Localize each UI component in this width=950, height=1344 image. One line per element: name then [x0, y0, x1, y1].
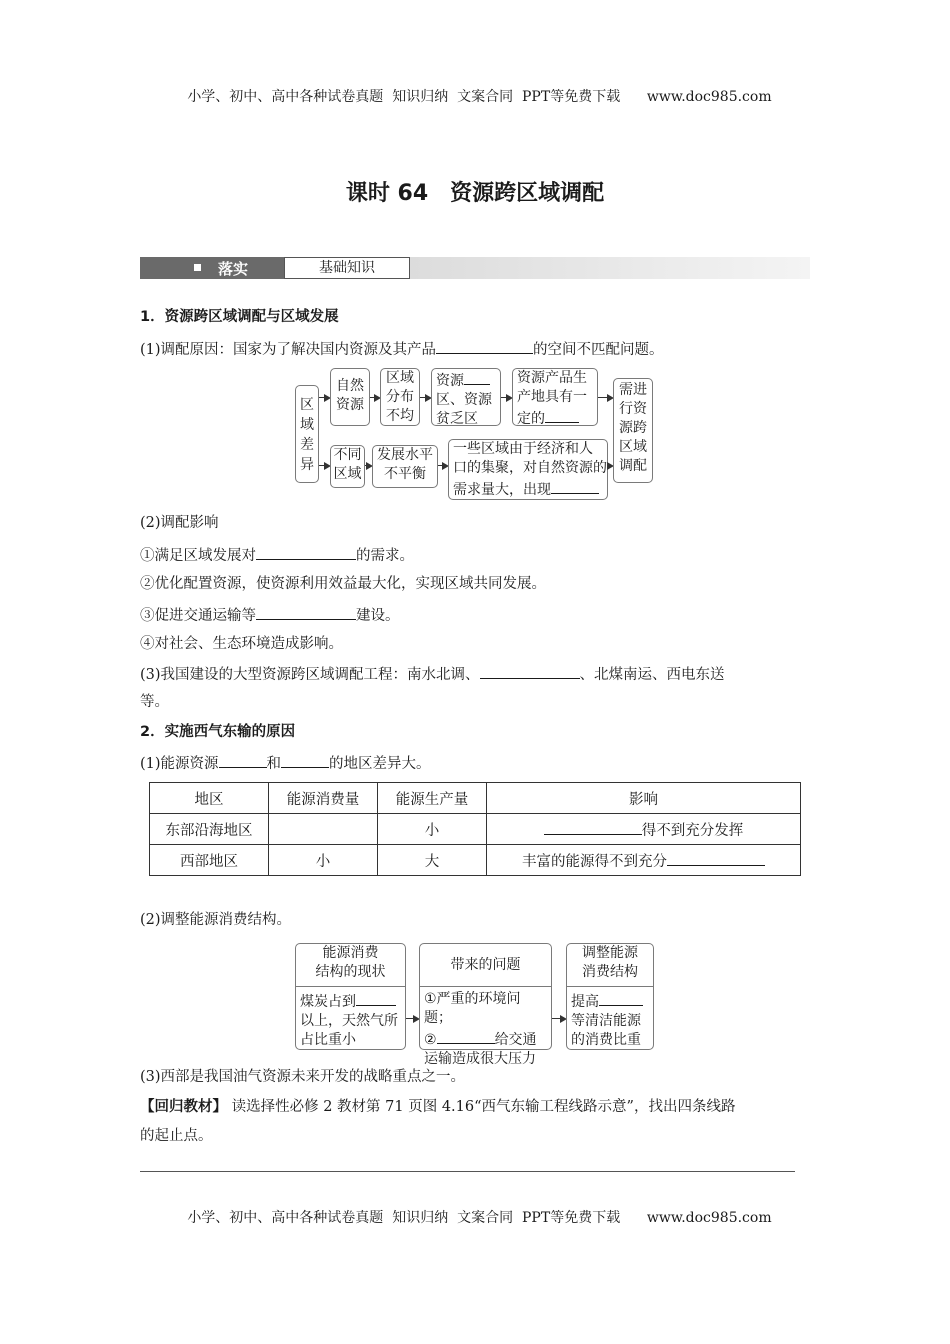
- diagram1-natural-resources: 自然资源: [330, 368, 370, 426]
- diagram1-r2c1: 一些区域由于经济和人: [453, 441, 593, 457]
- answer-blank[interactable]: [437, 1028, 495, 1044]
- section-bar-dark: [140, 257, 284, 279]
- table-cell: [269, 814, 378, 845]
- diagram1-left-box: 区域差异: [295, 385, 319, 483]
- part1-q3-line2: 等。: [140, 694, 169, 710]
- answer-blank[interactable]: [256, 604, 356, 620]
- diagram2-problem-box: [419, 943, 552, 1067]
- diagram2-b2-l2b: 给交通: [494, 1032, 537, 1048]
- section-tab: 基础知识: [284, 257, 410, 279]
- arrow-icon: [319, 465, 329, 466]
- diagram1-demand: [448, 439, 608, 500]
- diagram1-r2c2: 口的集聚，对自然资源的: [453, 460, 607, 476]
- part2-q1-a: (1)能源资源: [140, 756, 219, 772]
- diagram2-b1-l1: 煤炭占到: [300, 994, 356, 1010]
- diagram1-r1c2: 区、资源: [436, 392, 492, 408]
- table-header-row: [150, 783, 801, 814]
- arrow-icon: [319, 397, 329, 398]
- part1-q3-prefix: (3)我国建设的大型资源跨区域调配工程：南水北调、: [140, 667, 480, 683]
- diagram2-b1-l3: 占比重小: [300, 1032, 356, 1048]
- section-tag: 落实: [218, 260, 249, 278]
- diagram1-r1d2: 产地具有一: [517, 389, 587, 405]
- diagram2-b3-l2: 等清洁能源: [571, 1013, 641, 1029]
- table-cell: 小: [269, 845, 378, 876]
- section-bar: [140, 257, 810, 279]
- part1-i3-suffix: 建设。: [356, 608, 400, 624]
- part1-i4: ④对社会、生态环境造成影响。: [140, 636, 343, 652]
- answer-blank[interactable]: [480, 663, 580, 679]
- part1-i3-prefix: ③促进交通运输等: [140, 608, 256, 624]
- arrow-icon: [598, 397, 612, 398]
- diagram2-b2-l3: 运输造成很大压力: [424, 1051, 536, 1067]
- part2-q1: [140, 752, 431, 774]
- answer-blank[interactable]: [464, 369, 490, 385]
- diagram2-b3-top2: 消费结构: [582, 964, 638, 980]
- review-tag: 【回归教材】: [140, 1099, 227, 1115]
- arrow-icon: [365, 465, 371, 466]
- table-row: [150, 845, 801, 876]
- diagram1-different-regions: 不同区域: [330, 445, 365, 488]
- part1-heading: 1．资源跨区域调配与区域发展: [140, 309, 339, 325]
- table-header: 能源生产量: [378, 783, 487, 814]
- diagram1-r1d1: 资源产品生: [517, 370, 587, 386]
- answer-blank[interactable]: [599, 990, 643, 1006]
- footer-site[interactable]: www.doc985.com: [646, 1210, 772, 1226]
- table-cell: 东部沿海地区: [150, 814, 269, 845]
- arrow-icon: [501, 397, 511, 398]
- part2-q1-b: 和: [266, 756, 282, 772]
- energy-table: [149, 782, 801, 876]
- diagram1-r2c3: 需求量大，出现: [453, 482, 551, 498]
- diagram2-status-box: [295, 943, 406, 1050]
- review-line2: 的起止点。: [140, 1128, 213, 1144]
- diagram1-production-areas: [512, 368, 598, 426]
- diagram2-b2-top: 带来的问题: [420, 944, 551, 987]
- square-bullet-icon: [194, 264, 201, 271]
- diagram2-b3-l1: 提高: [571, 994, 599, 1010]
- table-header: 地区: [150, 783, 269, 814]
- part1-i1-suffix: 的需求。: [356, 548, 414, 564]
- header-text: 小学、初中、高中各种试卷真题 知识归纳 文案合同 PPT等免费下载: [187, 89, 621, 105]
- part1-q1: [140, 338, 664, 360]
- table-header: 影响: [487, 783, 801, 814]
- part1-i2: ②优化配置资源，使资源利用效益最大化，实现区域共同发展。: [140, 576, 546, 592]
- diagram1-r1d3: 定的: [517, 411, 545, 427]
- answer-blank[interactable]: [356, 990, 396, 1006]
- diagram2-b1-l2: 以上，天然气所: [300, 1013, 398, 1029]
- diagram2-b2-l1: ①严重的环境问题；: [424, 991, 521, 1026]
- diagram1-right-box: 需进行资源跨区域调配: [613, 378, 653, 483]
- part1-q3-suffix: 、北煤南运、西电东送: [579, 667, 725, 683]
- review-text: 读选择性必修 2 教材第 71 页图 4.16“西气东输工程线路示意”，找出四条线路: [231, 1099, 736, 1115]
- part1-i1: [140, 544, 414, 566]
- part2-q3: (3)西部是我国油气资源未来开发的战略重点之一。: [140, 1069, 466, 1085]
- footer-divider: [140, 1171, 795, 1172]
- diagram2-b1-top2: 结构的现状: [315, 964, 386, 980]
- arrow-icon: [420, 397, 430, 398]
- answer-blank[interactable]: [545, 407, 579, 423]
- part1-q1-prefix: (1)调配原因：国家为了解决国内资源及其产品: [140, 342, 437, 358]
- diagram1-r1c3: 贫乏区: [436, 411, 478, 427]
- page-title: 课时 64 资源跨区域调配: [345, 181, 605, 206]
- part1-i3: [140, 604, 400, 626]
- answer-blank[interactable]: [667, 850, 765, 866]
- arrow-icon: [406, 1018, 418, 1019]
- table-cell: 西部地区: [150, 845, 269, 876]
- answer-blank[interactable]: [436, 338, 533, 354]
- answer-blank[interactable]: [281, 752, 329, 768]
- diagram2-adjust-box: [566, 943, 654, 1050]
- part1-q1-suffix: 的空间不匹配问题。: [533, 342, 664, 358]
- answer-blank[interactable]: [256, 544, 356, 560]
- part1-q2: (2)调配影响: [140, 515, 219, 531]
- answer-blank[interactable]: [544, 819, 642, 835]
- part1-q3-line1: [140, 663, 725, 685]
- arrow-icon: [438, 465, 447, 466]
- part1-i1-prefix: ①满足区域发展对: [140, 548, 256, 564]
- diagram2-b3-top1: 调整能源: [582, 945, 638, 961]
- part2-q1-c: 的地区差异大。: [329, 756, 431, 772]
- diagram1-r1c1: 资源: [436, 373, 464, 389]
- arrow-icon: [608, 465, 612, 466]
- review-line1: [140, 1097, 735, 1117]
- diagram1-resource-areas: [431, 368, 501, 426]
- diagram2-b3-l3: 的消费比重: [571, 1032, 641, 1048]
- diagram1-uneven-development: 发展水平不平衡: [372, 445, 438, 488]
- table-cell: 小: [378, 814, 487, 845]
- part2-q2: (2)调整能源消费结构。: [140, 912, 292, 928]
- part2-heading: 2．实施西气东输的原因: [140, 724, 296, 740]
- answer-blank[interactable]: [551, 478, 599, 494]
- footer-text: 小学、初中、高中各种试卷真题 知识归纳 文案合同 PPT等免费下载: [187, 1210, 621, 1226]
- table-header: 能源消费量: [269, 783, 378, 814]
- table-cell: [487, 814, 801, 845]
- page-header: [0, 70, 950, 106]
- answer-blank[interactable]: [219, 752, 267, 768]
- arrow-icon: [552, 1018, 565, 1019]
- diagram1-uneven-distribution: 区域分布不均: [380, 368, 420, 426]
- page-footer: [0, 1191, 950, 1227]
- table-cell: 大: [378, 845, 487, 876]
- diagram2-b1-top1: 能源消费: [322, 945, 379, 961]
- header-site[interactable]: www.doc985.com: [646, 89, 772, 105]
- table-effect-text: 丰富的能源得不到充分: [522, 853, 667, 870]
- table-effect-text: 得不到充分发挥: [641, 822, 744, 839]
- diagram2-b2-l2a: ②: [424, 1032, 437, 1048]
- table-row: [150, 814, 801, 845]
- table-cell: [487, 845, 801, 876]
- arrow-icon: [370, 397, 379, 398]
